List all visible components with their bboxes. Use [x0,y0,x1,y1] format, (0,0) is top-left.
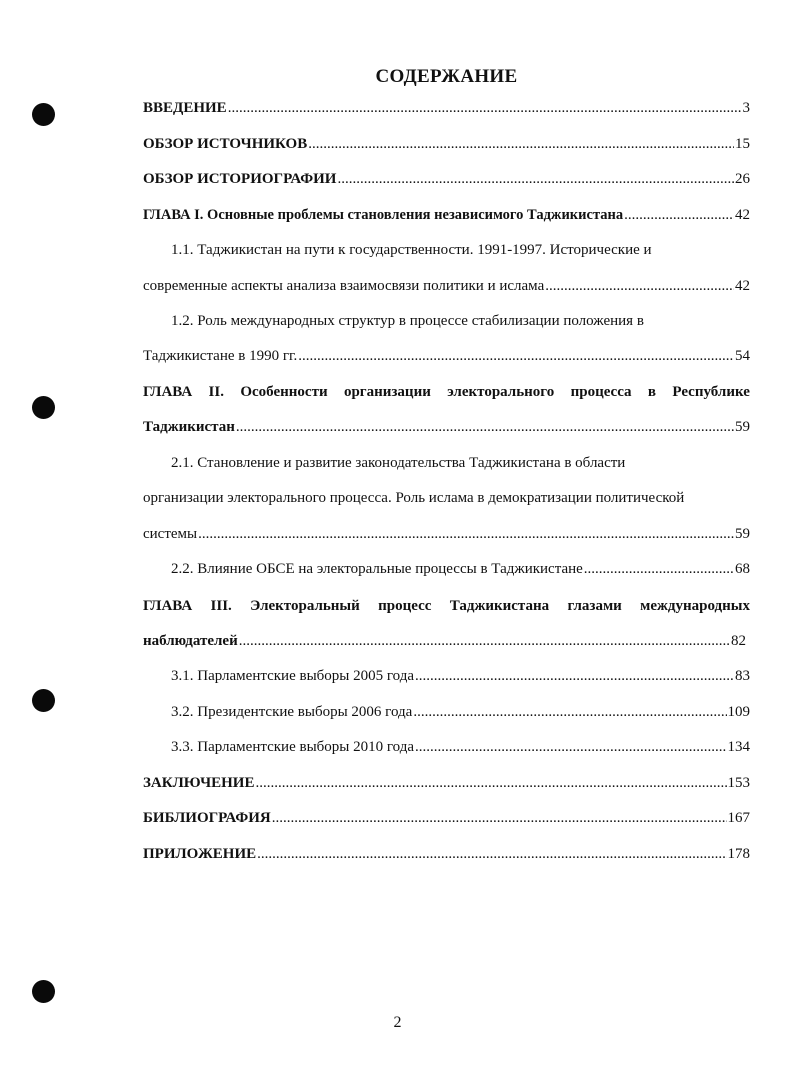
word: II. [208,384,224,400]
leader-dots [415,666,734,686]
toc-entry-page: 109 [727,704,750,720]
word: международных [640,598,750,614]
leader-dots [272,808,727,828]
toc-entry-page: 3 [742,100,750,116]
word: глазами [567,598,622,614]
toc-entry-label: современные аспекты анализа взаимосвязи политики и ислама [143,278,545,294]
toc-entry-label: Таджикистане в 1990 гг. [143,348,298,364]
toc-entry-chapter-1[interactable] [143,205,750,225]
leader-dots [198,524,734,544]
toc-entry-page: 82 [731,633,746,649]
leader-dots [337,169,734,189]
toc-entry-label: ГЛАВА I. Основные проблемы становления независимого Таджикистана [143,207,624,223]
leader-dots [239,631,730,651]
word: электорального [447,384,555,400]
page-title: СОДЕРЖАНИЕ [375,66,518,87]
toc-entry-section-1-1[interactable] [143,276,750,296]
toc-entry-section-3-3[interactable] [143,737,750,757]
toc-entry-conclusion[interactable] [143,773,750,793]
toc-entry-chapter-2-line1[interactable] [143,382,750,402]
toc-entry-page: 83 [735,668,750,684]
toc-entry-chapter-2[interactable] [143,417,750,437]
word: Электоральный [250,598,360,614]
toc-entry-label: 3.1. Парламентские выборы 2005 года [171,668,414,684]
toc-entry-page: 26 [735,171,750,187]
toc-entry-page: 167 [727,810,750,826]
toc-entry-section-1-1-line1[interactable]: 1.1. Таджикистан на пути к государственности. 1991-1997. Исторические и [171,242,652,258]
toc-entry-label: ОБЗОР ИСТОРИОГРАФИИ [143,171,337,187]
toc-entry-page: 68 [735,561,750,577]
word: ГЛАВА [143,384,193,400]
punch-hole-4 [32,980,55,1003]
toc-entry-page: 134 [727,739,750,755]
toc-entry-label: Таджикистан [143,419,235,435]
word: Республике [672,384,750,400]
toc-entry-page: 59 [735,526,750,542]
page-number: 2 [393,1014,402,1031]
leader-dots [228,98,742,118]
toc-entry-label: БИБЛИОГРАФИЯ [143,810,271,826]
leader-dots [255,773,726,793]
leader-dots [413,702,726,722]
toc-entry-page: 15 [735,136,750,152]
leader-dots [257,844,726,864]
word: процесса [570,384,632,400]
toc-entry-section-2-1[interactable] [143,524,750,544]
word: III. [210,598,232,614]
toc-entry-bibliography[interactable] [143,808,750,828]
toc-entry-label: 3.2. Президентские выборы 2006 года [171,704,413,720]
toc-entry-chapter-3[interactable] [143,631,746,651]
toc-entry-page: 178 [727,846,750,862]
toc-entry-section-2-1-line2[interactable]: организации электорального процесса. Роль ислама в демократизации политической [143,490,685,506]
toc-entry-label: ОБЗОР ИСТОЧНИКОВ [143,136,308,152]
word: Особенности [240,384,328,400]
punch-hole-1 [32,103,55,126]
toc-entry-page: 59 [735,419,750,435]
punch-hole-3 [32,689,55,712]
toc-entry-label: наблюдателей [143,633,238,649]
leader-dots [584,559,734,579]
toc-entry-section-3-1[interactable] [143,666,750,686]
toc-entry-page: 42 [735,278,750,294]
word: Таджикистана [449,598,550,614]
toc-entry-section-1-2-line1[interactable]: 1.2. Роль международных структур в процессе стабилизации положения в [171,313,644,329]
leader-dots [236,417,734,437]
toc-entry-section-2-2[interactable] [143,559,750,579]
toc-entry-label: системы [143,526,198,542]
word: в [647,384,657,400]
toc-entry-page: 54 [735,348,750,364]
toc-entry-label: ЗАКЛЮЧЕНИЕ [143,775,255,791]
leader-dots [624,205,734,225]
punch-hole-2 [32,396,55,419]
toc-entry-historiography[interactable] [143,169,750,189]
word: ГЛАВА [143,598,193,614]
toc-entry-sources[interactable] [143,134,750,154]
toc-entry-intro[interactable] [143,98,750,118]
toc-entry-page: 42 [735,207,750,223]
leader-dots [298,346,734,366]
word: процесс [378,598,432,614]
toc-entry-page: 153 [727,775,750,791]
leader-dots [415,737,727,757]
toc-entry-label: 2.2. Влияние ОБСЕ на электоральные процессы в Таджикистане [171,561,583,577]
toc-entry-label: 3.3. Парламентские выборы 2010 года [171,739,414,755]
word: организации [343,384,431,400]
toc-entry-chapter-3-line1[interactable] [143,596,750,616]
toc-entry-section-2-1-line1[interactable]: 2.1. Становление и развитие законодательства Таджикистана в области [171,455,626,471]
toc-entry-appendix[interactable] [143,844,750,864]
leader-dots [545,276,734,296]
toc-entry-section-3-2[interactable] [143,702,750,722]
toc-entry-label: ВВЕДЕНИЕ [143,100,227,116]
toc-entry-label: ПРИЛОЖЕНИЕ [143,846,257,862]
toc-entry-section-1-2[interactable] [143,346,750,366]
leader-dots [308,134,734,154]
